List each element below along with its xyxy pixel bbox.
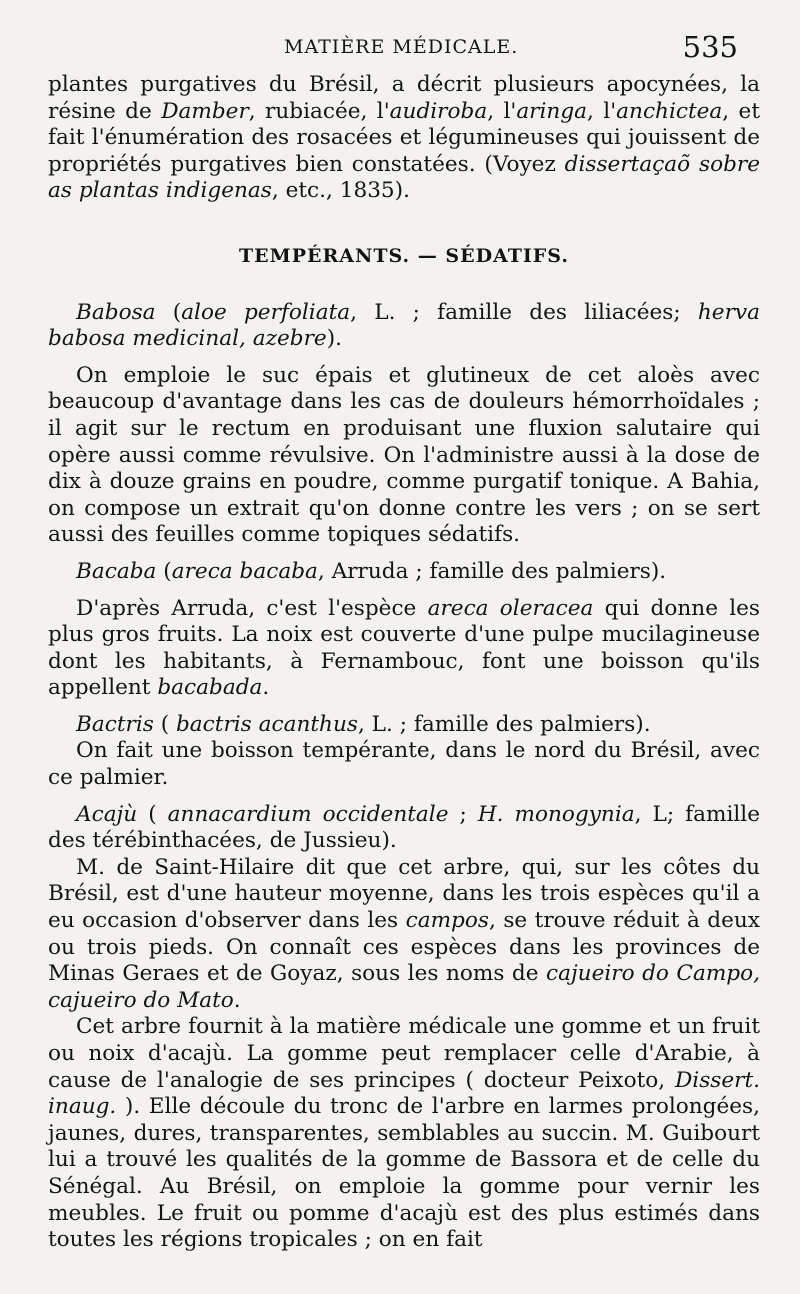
entry-bacaba-title: Bacaba (areca bacaba, Arruda ; famille des palmiers). xyxy=(76,558,667,584)
entry-acaju-title: Acajù ( annacardium occidentale ; H. monogynia, L; famille des térébinthacées, de Jussieu). xyxy=(48,801,760,854)
entry-bactris-title: Bactris ( bactris acanthus, L. ; famille des palmiers). xyxy=(76,711,651,737)
entry-babosa-title: Babosa (aloe perfoliata, L. ; famille des liliacées; herva babosa medicinal, azebre). xyxy=(48,299,760,352)
running-title: MATIÈRE MÉDICALE. xyxy=(284,36,519,58)
page-header xyxy=(0,30,800,66)
page-number: 535 xyxy=(682,30,738,64)
intro-paragraph: plantes purgatives du Brésil, a décrit plusieurs apocynées, la résine de Damber, rubiacée, l'audiroba, l'aringa, l'anchictea, et fait l'énumération des rosacées et légumineuses qui jouissent de propriétés purgatives bien constatées. (Voyez dissertaçaõ sobre as plantas indigenas, etc., 1835). xyxy=(48,72,761,204)
entry-bacaba-text: D'après Arruda, c'est l'espèce areca oleracea qui donne les plus gros fruits. La noix est couverte d'une pulpe mucilagineuse dont les habitants, à Fernambouc, font une boisson qu'ils appellent bacabada. xyxy=(48,595,760,701)
entry-acaju-text-2: Cet arbre fournit à la matière médicale une gomme et un fruit ou noix d'acajù. La gomme peut remplacer celle d'Arabie, à cause de l'analogie de ses principes ( docteur Peixoto, Dissert. inaug. ). Elle découle du tronc de l'arbre en larmes prolongées, jaunes, dures, transparentes, semblables au succin. M. Guibourt lui a trouvé les qualités de la gomme de Bassora et de celle du Sénégal. Au Brésil, on emploie la gomme pour vernir les meubles. Le fruit ou pomme d'acajù est des plus estimés dans toutes les régions tropicales ; on en fait xyxy=(48,1014,760,1253)
entry-babosa-text: On emploie le suc épais et glutineux de cet aloès avec beaucoup d'avantage dans les cas de douleurs hémorrhoïdales ; il agit sur le rectum en produisant une fluxion salutaire qui opère aussi comme révulsive. On l'administre aussi à la dose de dix à douze grains en poudre, comme purgatif tonique. A Bahia, on compose un extrait qu'on donne contre les vers ; on se sert aussi des feuilles comme topiques sédatifs. xyxy=(48,362,760,548)
entry-acaju-text-1: M. de Saint-Hilaire dit que cet arbre, qui, sur les côtes du Brésil, est d'une hauteur moyenne, dans les trois espèces qu'il a eu occasion d'observer dans les campos, se trouve réduit à deux ou trois pieds. On connaît ces espèces dans les provinces de Minas Geraes et de Goyaz, sous les noms de cajueiro do Campo, cajueiro do Mato. xyxy=(48,854,760,1013)
page-body xyxy=(48,72,760,1254)
section-heading: TEMPÉRANTS. — SÉDATIFS. xyxy=(239,244,569,267)
entry-bactris-text: On fait une boisson tempérante, dans le nord du Brésil, avec ce palmier. xyxy=(48,738,760,791)
